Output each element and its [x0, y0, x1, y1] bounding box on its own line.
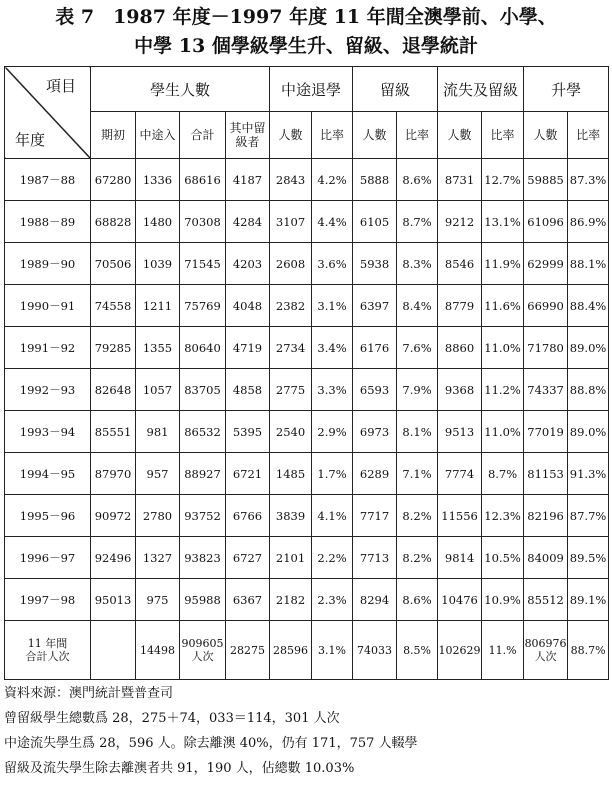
- data-cell: 86532: [180, 411, 226, 453]
- data-cell: 3.3%: [312, 369, 353, 411]
- corner-header: [5, 67, 91, 159]
- corner-year-label: 年度: [15, 131, 46, 149]
- data-cell: 7.6%: [397, 327, 438, 369]
- year-cell: 1993－94: [5, 411, 91, 453]
- year-cell: 1990－91: [5, 285, 91, 327]
- year-cell: 1987－88: [5, 159, 91, 201]
- total-cell: 88.7%: [568, 621, 609, 680]
- group-header-students: 學生人數: [91, 67, 270, 112]
- data-cell: 80640: [180, 327, 226, 369]
- data-cell: 74337: [524, 369, 568, 411]
- data-cell: 3.1%: [312, 285, 353, 327]
- data-cell: 70308: [180, 201, 226, 243]
- note-dropouts: 中途流失學生爲 28，596 人。除去離澳 40%，仍有 171，757 人輟學: [4, 736, 418, 751]
- data-cell: 2.9%: [312, 411, 353, 453]
- table-title-line-2: 中學 13 個學級學生升、留級、退學統計: [134, 35, 478, 57]
- data-cell: 2780: [136, 495, 180, 537]
- data-cell: 2382: [270, 285, 312, 327]
- data-cell: 11556: [438, 495, 482, 537]
- data-cell: 7774: [438, 453, 482, 495]
- data-cell: 70506: [91, 243, 136, 285]
- note-loss-total: 留級及流失學生除去離澳者共 91，190 人，佔總數 10.03%: [4, 761, 355, 776]
- data-cell: 7717: [353, 495, 397, 537]
- data-cell: 1057: [136, 369, 180, 411]
- data-cell: 89.0%: [568, 327, 609, 369]
- data-cell: 93752: [180, 495, 226, 537]
- table-row: [5, 285, 609, 327]
- total-cell: 11.%: [482, 621, 524, 680]
- data-cell: 84009: [524, 537, 568, 579]
- data-cell: 957: [136, 453, 180, 495]
- total-cell: 28275: [226, 621, 270, 680]
- data-cell: 12.3%: [482, 495, 524, 537]
- data-cell: 10476: [438, 579, 482, 621]
- data-cell: 8779: [438, 285, 482, 327]
- subheader-cell: 比率: [568, 112, 609, 159]
- table-row: [5, 159, 609, 201]
- data-cell: 8.7%: [397, 201, 438, 243]
- data-cell: 88.8%: [568, 369, 609, 411]
- data-cell: 93823: [180, 537, 226, 579]
- data-cell: 2.3%: [312, 579, 353, 621]
- data-cell: 7.1%: [397, 453, 438, 495]
- data-cell: 5938: [353, 243, 397, 285]
- group-header-repeat: 留級: [353, 67, 438, 112]
- data-cell: 4.1%: [312, 495, 353, 537]
- data-cell: 11.2%: [482, 369, 524, 411]
- subheader-cell: 人數: [438, 112, 482, 159]
- total-cell: 28596: [270, 621, 312, 680]
- data-cell: 8.7%: [482, 453, 524, 495]
- data-cell: 1485: [270, 453, 312, 495]
- data-cell: 6727: [226, 537, 270, 579]
- table-title-line-1: 表 7 1987 年度－1997 年度 11 年間全澳學前、小學、: [55, 6, 557, 28]
- data-cell: 74558: [91, 285, 136, 327]
- data-cell: 6766: [226, 495, 270, 537]
- data-cell: 6289: [353, 453, 397, 495]
- data-cell: 4719: [226, 327, 270, 369]
- data-cell: 975: [136, 579, 180, 621]
- data-cell: 59885: [524, 159, 568, 201]
- data-cell: 82196: [524, 495, 568, 537]
- data-cell: 11.0%: [482, 327, 524, 369]
- data-cell: 2182: [270, 579, 312, 621]
- year-cell: 1994－95: [5, 453, 91, 495]
- table-row: [5, 579, 609, 621]
- year-cell: 1989－90: [5, 243, 91, 285]
- year-cell: 1996－97: [5, 537, 91, 579]
- data-cell: 87.3%: [568, 159, 609, 201]
- data-cell: 11.9%: [482, 243, 524, 285]
- total-cell: 806976 人次: [524, 621, 568, 680]
- data-cell: 8546: [438, 243, 482, 285]
- data-cell: 81153: [524, 453, 568, 495]
- data-cell: 86.9%: [568, 201, 609, 243]
- data-cell: 1480: [136, 201, 180, 243]
- data-cell: 2608: [270, 243, 312, 285]
- data-cell: 8.4%: [397, 285, 438, 327]
- data-cell: 68828: [91, 201, 136, 243]
- data-cell: 82648: [91, 369, 136, 411]
- data-cell: 95013: [91, 579, 136, 621]
- data-cell: 4203: [226, 243, 270, 285]
- total-cell: 909605 人次: [180, 621, 226, 680]
- subheader-cell: 中途入: [136, 112, 180, 159]
- total-cell: 3.1%: [312, 621, 353, 680]
- data-cell: 9212: [438, 201, 482, 243]
- total-cell: 102629: [438, 621, 482, 680]
- group-header-dropout: 中途退學: [270, 67, 353, 112]
- data-cell: 12.7%: [482, 159, 524, 201]
- data-cell: 3839: [270, 495, 312, 537]
- source-note: 資料來源：澳門統計暨普查司: [4, 686, 174, 701]
- year-cell: 1997－98: [5, 579, 91, 621]
- data-cell: 2540: [270, 411, 312, 453]
- data-cell: 8.6%: [397, 159, 438, 201]
- table-row: [5, 201, 609, 243]
- data-cell: 90972: [91, 495, 136, 537]
- data-cell: 1355: [136, 327, 180, 369]
- year-cell: 1988－89: [5, 201, 91, 243]
- data-cell: 85551: [91, 411, 136, 453]
- subheader-cell: 比率: [482, 112, 524, 159]
- note-repeaters: 曾留級學生總數爲 28，275＋74，033＝114，301 人次: [4, 711, 340, 726]
- statistics-table: [4, 66, 609, 680]
- data-cell: 6397: [353, 285, 397, 327]
- data-cell: 75769: [180, 285, 226, 327]
- year-cell: 1995－96: [5, 495, 91, 537]
- data-cell: 4284: [226, 201, 270, 243]
- table-row: [5, 243, 609, 285]
- data-cell: 4.4%: [312, 201, 353, 243]
- data-cell: 2843: [270, 159, 312, 201]
- data-cell: 89.1%: [568, 579, 609, 621]
- data-cell: 89.0%: [568, 411, 609, 453]
- data-cell: 9368: [438, 369, 482, 411]
- data-cell: 95988: [180, 579, 226, 621]
- data-cell: 11.0%: [482, 411, 524, 453]
- data-cell: 6721: [226, 453, 270, 495]
- data-cell: 13.1%: [482, 201, 524, 243]
- table-row: [5, 369, 609, 411]
- data-cell: 61096: [524, 201, 568, 243]
- data-cell: 10.9%: [482, 579, 524, 621]
- table-row: [5, 453, 609, 495]
- total-cell: 8.5%: [397, 621, 438, 680]
- subheader-cell: 其中留 級者: [226, 112, 270, 159]
- total-row: [5, 621, 609, 680]
- data-cell: 2101: [270, 537, 312, 579]
- data-cell: 6593: [353, 369, 397, 411]
- data-cell: 8294: [353, 579, 397, 621]
- data-cell: 62999: [524, 243, 568, 285]
- subheader-cell: 人數: [270, 112, 312, 159]
- data-cell: 6105: [353, 201, 397, 243]
- data-cell: 71780: [524, 327, 568, 369]
- total-label-cell: 11 年間 合計人次: [5, 621, 91, 680]
- data-cell: 88.4%: [568, 285, 609, 327]
- group-header-promotion: 升學: [524, 67, 609, 112]
- total-cell: [91, 621, 136, 680]
- data-cell: 4.2%: [312, 159, 353, 201]
- data-cell: 3.6%: [312, 243, 353, 285]
- data-cell: 91.3%: [568, 453, 609, 495]
- data-cell: 8.3%: [397, 243, 438, 285]
- total-cell: 74033: [353, 621, 397, 680]
- data-cell: 71545: [180, 243, 226, 285]
- data-cell: 2775: [270, 369, 312, 411]
- data-cell: 1.7%: [312, 453, 353, 495]
- table-row: [5, 537, 609, 579]
- corner-item-label: 項目: [45, 77, 76, 95]
- data-cell: 83705: [180, 369, 226, 411]
- data-cell: 8731: [438, 159, 482, 201]
- group-header-loss-repeat: 流失及留級: [438, 67, 524, 112]
- data-cell: 10.5%: [482, 537, 524, 579]
- subheader-cell: 期初: [91, 112, 136, 159]
- data-cell: 8860: [438, 327, 482, 369]
- table-row: [5, 411, 609, 453]
- data-cell: 1327: [136, 537, 180, 579]
- subheader-cell: 合計: [180, 112, 226, 159]
- data-cell: 3.4%: [312, 327, 353, 369]
- data-cell: 2.2%: [312, 537, 353, 579]
- data-cell: 6367: [226, 579, 270, 621]
- data-cell: 4048: [226, 285, 270, 327]
- data-cell: 68616: [180, 159, 226, 201]
- data-cell: 89.5%: [568, 537, 609, 579]
- data-cell: 981: [136, 411, 180, 453]
- table-row: [5, 495, 609, 537]
- data-cell: 11.6%: [482, 285, 524, 327]
- year-cell: 1992－93: [5, 369, 91, 411]
- data-cell: 4858: [226, 369, 270, 411]
- data-cell: 87970: [91, 453, 136, 495]
- data-cell: 6176: [353, 327, 397, 369]
- data-cell: 1211: [136, 285, 180, 327]
- data-cell: 7713: [353, 537, 397, 579]
- data-cell: 3107: [270, 201, 312, 243]
- data-cell: 88927: [180, 453, 226, 495]
- data-cell: 67280: [91, 159, 136, 201]
- data-cell: 92496: [91, 537, 136, 579]
- data-cell: 4187: [226, 159, 270, 201]
- data-cell: 88.1%: [568, 243, 609, 285]
- subheader-cell: 比率: [312, 112, 353, 159]
- total-cell: 14498: [136, 621, 180, 680]
- year-cell: 1991－92: [5, 327, 91, 369]
- data-cell: 8.2%: [397, 495, 438, 537]
- subheader-cell: 人數: [353, 112, 397, 159]
- subheader-cell: 比率: [397, 112, 438, 159]
- data-cell: 2734: [270, 327, 312, 369]
- data-cell: 77019: [524, 411, 568, 453]
- data-cell: 9814: [438, 537, 482, 579]
- data-cell: 8.1%: [397, 411, 438, 453]
- data-cell: 66990: [524, 285, 568, 327]
- data-cell: 6973: [353, 411, 397, 453]
- data-cell: 1336: [136, 159, 180, 201]
- data-cell: 85512: [524, 579, 568, 621]
- data-cell: 8.6%: [397, 579, 438, 621]
- data-cell: 9513: [438, 411, 482, 453]
- data-cell: 1039: [136, 243, 180, 285]
- data-cell: 8.2%: [397, 537, 438, 579]
- data-cell: 79285: [91, 327, 136, 369]
- data-cell: 5395: [226, 411, 270, 453]
- subheader-cell: 人數: [524, 112, 568, 159]
- data-cell: 7.9%: [397, 369, 438, 411]
- table-row: [5, 327, 609, 369]
- data-cell: 5888: [353, 159, 397, 201]
- data-cell: 87.7%: [568, 495, 609, 537]
